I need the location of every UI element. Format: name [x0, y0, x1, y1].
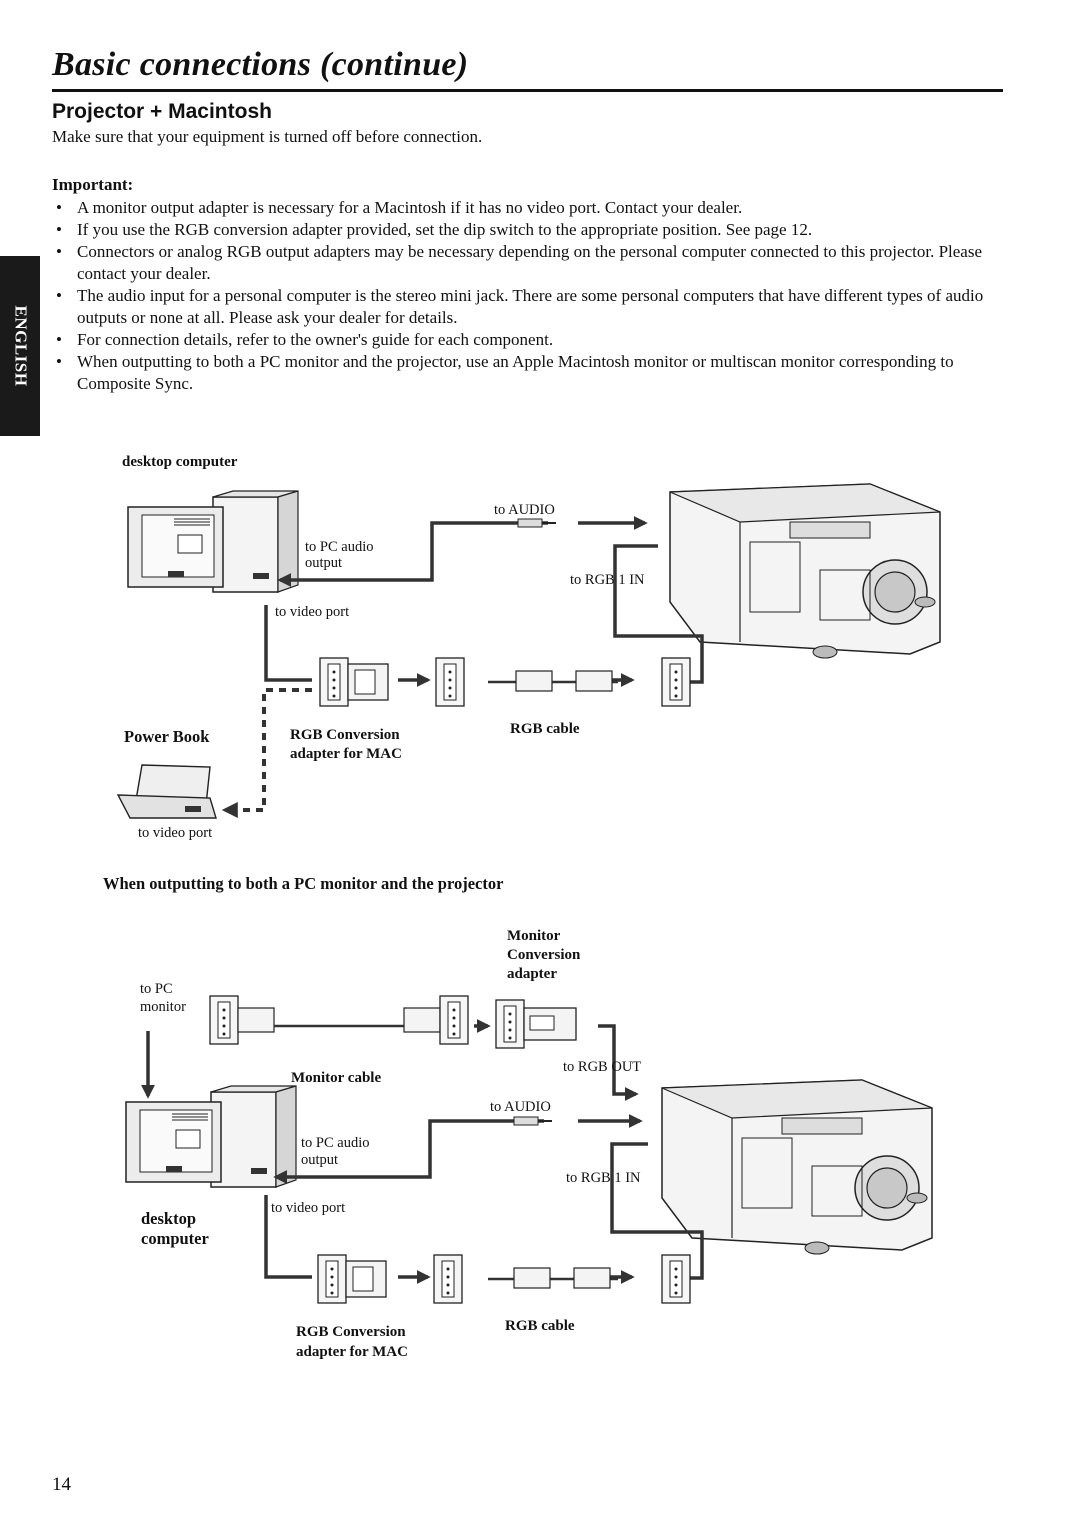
label-pc-audio-2: output [305, 555, 343, 571]
audio-plug-icon [518, 519, 556, 527]
label-to-rgb1-in: to RGB 1 IN [570, 572, 645, 588]
label-rgb-conversion-2: adapter for MAC [290, 746, 402, 762]
label-pc-audio-1: to PC audio [305, 539, 374, 555]
label-pb-video-port: to video port [138, 825, 213, 841]
label-rgb-cable-2: RGB cable [505, 1318, 575, 1334]
audio-plug-icon-2 [514, 1117, 552, 1125]
list-item: • The audio input for a personal computer is the stereo mini jack. There are some personal computers that have different types of audio outputs or none at all. Please ask your dealer for details. [52, 285, 1012, 329]
rgb-conversion-adapter [320, 658, 388, 706]
language-tab-label: ENGLISH [11, 305, 31, 387]
label-pc-audio-2a: to PC audio [301, 1135, 370, 1151]
projector-illustration [670, 484, 940, 658]
projector-illustration-2 [662, 1080, 932, 1254]
label-rgb-cable: RGB cable [510, 721, 580, 737]
intro-text: Make sure that your equipment is turned off before connection. [52, 127, 483, 146]
powerbook-illustration [118, 765, 216, 818]
list-item: • When outputting to both a PC monitor and the projector, use an Apple Macintosh monitor or multiscan monitor corresponding to Composite Sync. [52, 351, 1012, 395]
page-number: 14 [52, 1474, 71, 1495]
rgb-conversion-adapter-2 [318, 1255, 386, 1303]
label-to-pc-monitor-2: monitor [140, 999, 186, 1015]
label-to-pc-monitor-1: to PC [140, 981, 173, 997]
label-desktop-computer: desktop computer [122, 454, 238, 470]
list-item: • Connectors or analog RGB output adapters may be necessary depending on the personal computer connected to this projector. Please contact your dealer. [52, 241, 1012, 285]
important-heading: Important: [52, 175, 134, 194]
label-monitor-cable: Monitor cable [291, 1070, 382, 1086]
label-power-book: Power Book [124, 727, 210, 746]
label-to-audio: to AUDIO [494, 502, 555, 518]
label-rgb-conversion-2a: RGB Conversion [296, 1324, 406, 1340]
label-desktop-1: desktop [141, 1209, 197, 1228]
monitor-conversion-adapter [496, 1000, 576, 1048]
label-rgb-conversion-1: RGB Conversion [290, 727, 400, 743]
section-heading: When outputting to both a PC monitor and the projector [103, 874, 504, 893]
label-pc-audio-2b: output [301, 1152, 339, 1168]
label-monitor-conv-2: Conversion [507, 947, 581, 963]
label-to-rgb1-in-2: to RGB 1 IN [566, 1170, 641, 1186]
label-to-video-port: to video port [275, 604, 350, 620]
label-rgb-conversion-2b: adapter for MAC [296, 1344, 408, 1360]
desktop-computer-illustration [128, 491, 298, 592]
monitor-cable-illustration [210, 996, 468, 1044]
label-monitor-conv-3: adapter [507, 966, 557, 982]
label-to-rgb-out: to RGB OUT [563, 1059, 642, 1075]
list-item: • A monitor output adapter is necessary for a Macintosh if it has no video port. Contact your dealer. [52, 197, 1012, 219]
desktop-computer-illustration-2 [126, 1086, 296, 1187]
label-desktop-2: computer [141, 1229, 209, 1248]
label-to-audio-2: to AUDIO [490, 1099, 551, 1115]
page-title: Basic connections (continue) [52, 46, 469, 83]
list-item: • For connection details, refer to the owner's guide for each component. [52, 329, 1012, 351]
label-to-video-port-2: to video port [271, 1200, 346, 1216]
label-monitor-conv-1: Monitor [507, 928, 561, 944]
list-item: • If you use the RGB conversion adapter provided, set the dip switch to the appropriate position. See page 12. [52, 219, 1012, 241]
section-title: Projector + Macintosh [52, 100, 272, 123]
